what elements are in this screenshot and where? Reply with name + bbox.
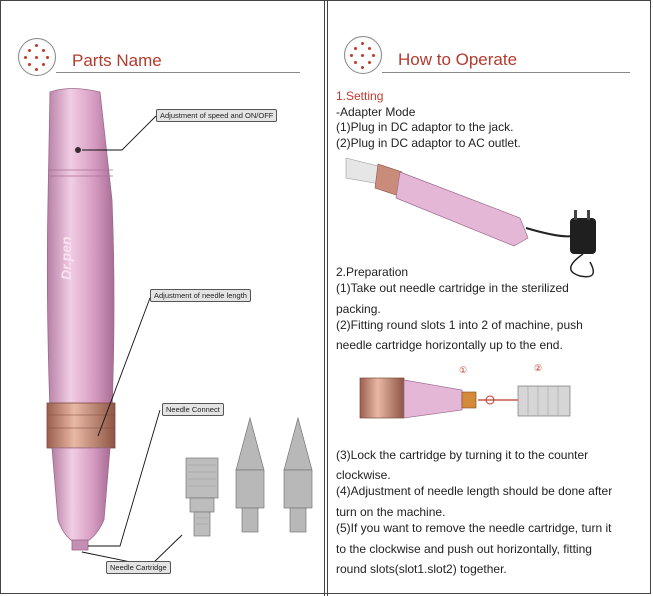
setting-mode: -Adapter Mode: [336, 105, 416, 119]
steps-line-4: turn on the machine.: [336, 505, 446, 519]
callout-needle-cartridge: Needle Cartridge: [106, 561, 171, 574]
steps-line-6: to the clockwise and push out horizontally, fitting: [336, 542, 592, 556]
setting-step-1: (1)Plug in DC adaptor to the jack.: [336, 120, 514, 134]
pen-brand-label: Dr.pen: [58, 236, 74, 280]
preparation-title: 2.Preparation: [336, 265, 409, 279]
slot-label-one: ①: [459, 365, 468, 375]
steps-line-3: (4)Adjustment of needle length should be done after: [336, 484, 613, 498]
setting-title: 1.Setting: [336, 89, 384, 103]
preparation-line-1: (1)Take out needle cartridge in the sterilized: [336, 281, 569, 295]
steps-line-5: (5)If you want to remove the needle cartridge, turn it: [336, 521, 612, 535]
how-to-operate-heading: How to Operate: [398, 50, 518, 69]
preparation-line-4: needle cartridge horizontally up to the end.: [336, 338, 563, 352]
preparation-line-2: packing.: [336, 302, 381, 316]
preparation-line-3: (2)Fitting round slots 1 into 2 of machine, push: [336, 318, 583, 332]
parts-name-heading: Parts Name: [72, 51, 162, 70]
slot-label-two: ②: [534, 363, 543, 373]
steps-line-2: clockwise.: [336, 468, 391, 482]
steps-line-1: (3)Lock the cartridge by turning it to the counter: [336, 448, 589, 462]
steps-line-7: round slots(slot1.slot2) together.: [336, 562, 507, 576]
callout-speed: Adjustment of speed and ON/OFF: [156, 109, 277, 122]
callout-needle-length: Adjustment of needle length: [150, 289, 251, 302]
callout-needle-connect: Needle Connect: [162, 403, 224, 416]
setting-step-2: (2)Plug in DC adaptor to AC outlet.: [336, 136, 521, 150]
